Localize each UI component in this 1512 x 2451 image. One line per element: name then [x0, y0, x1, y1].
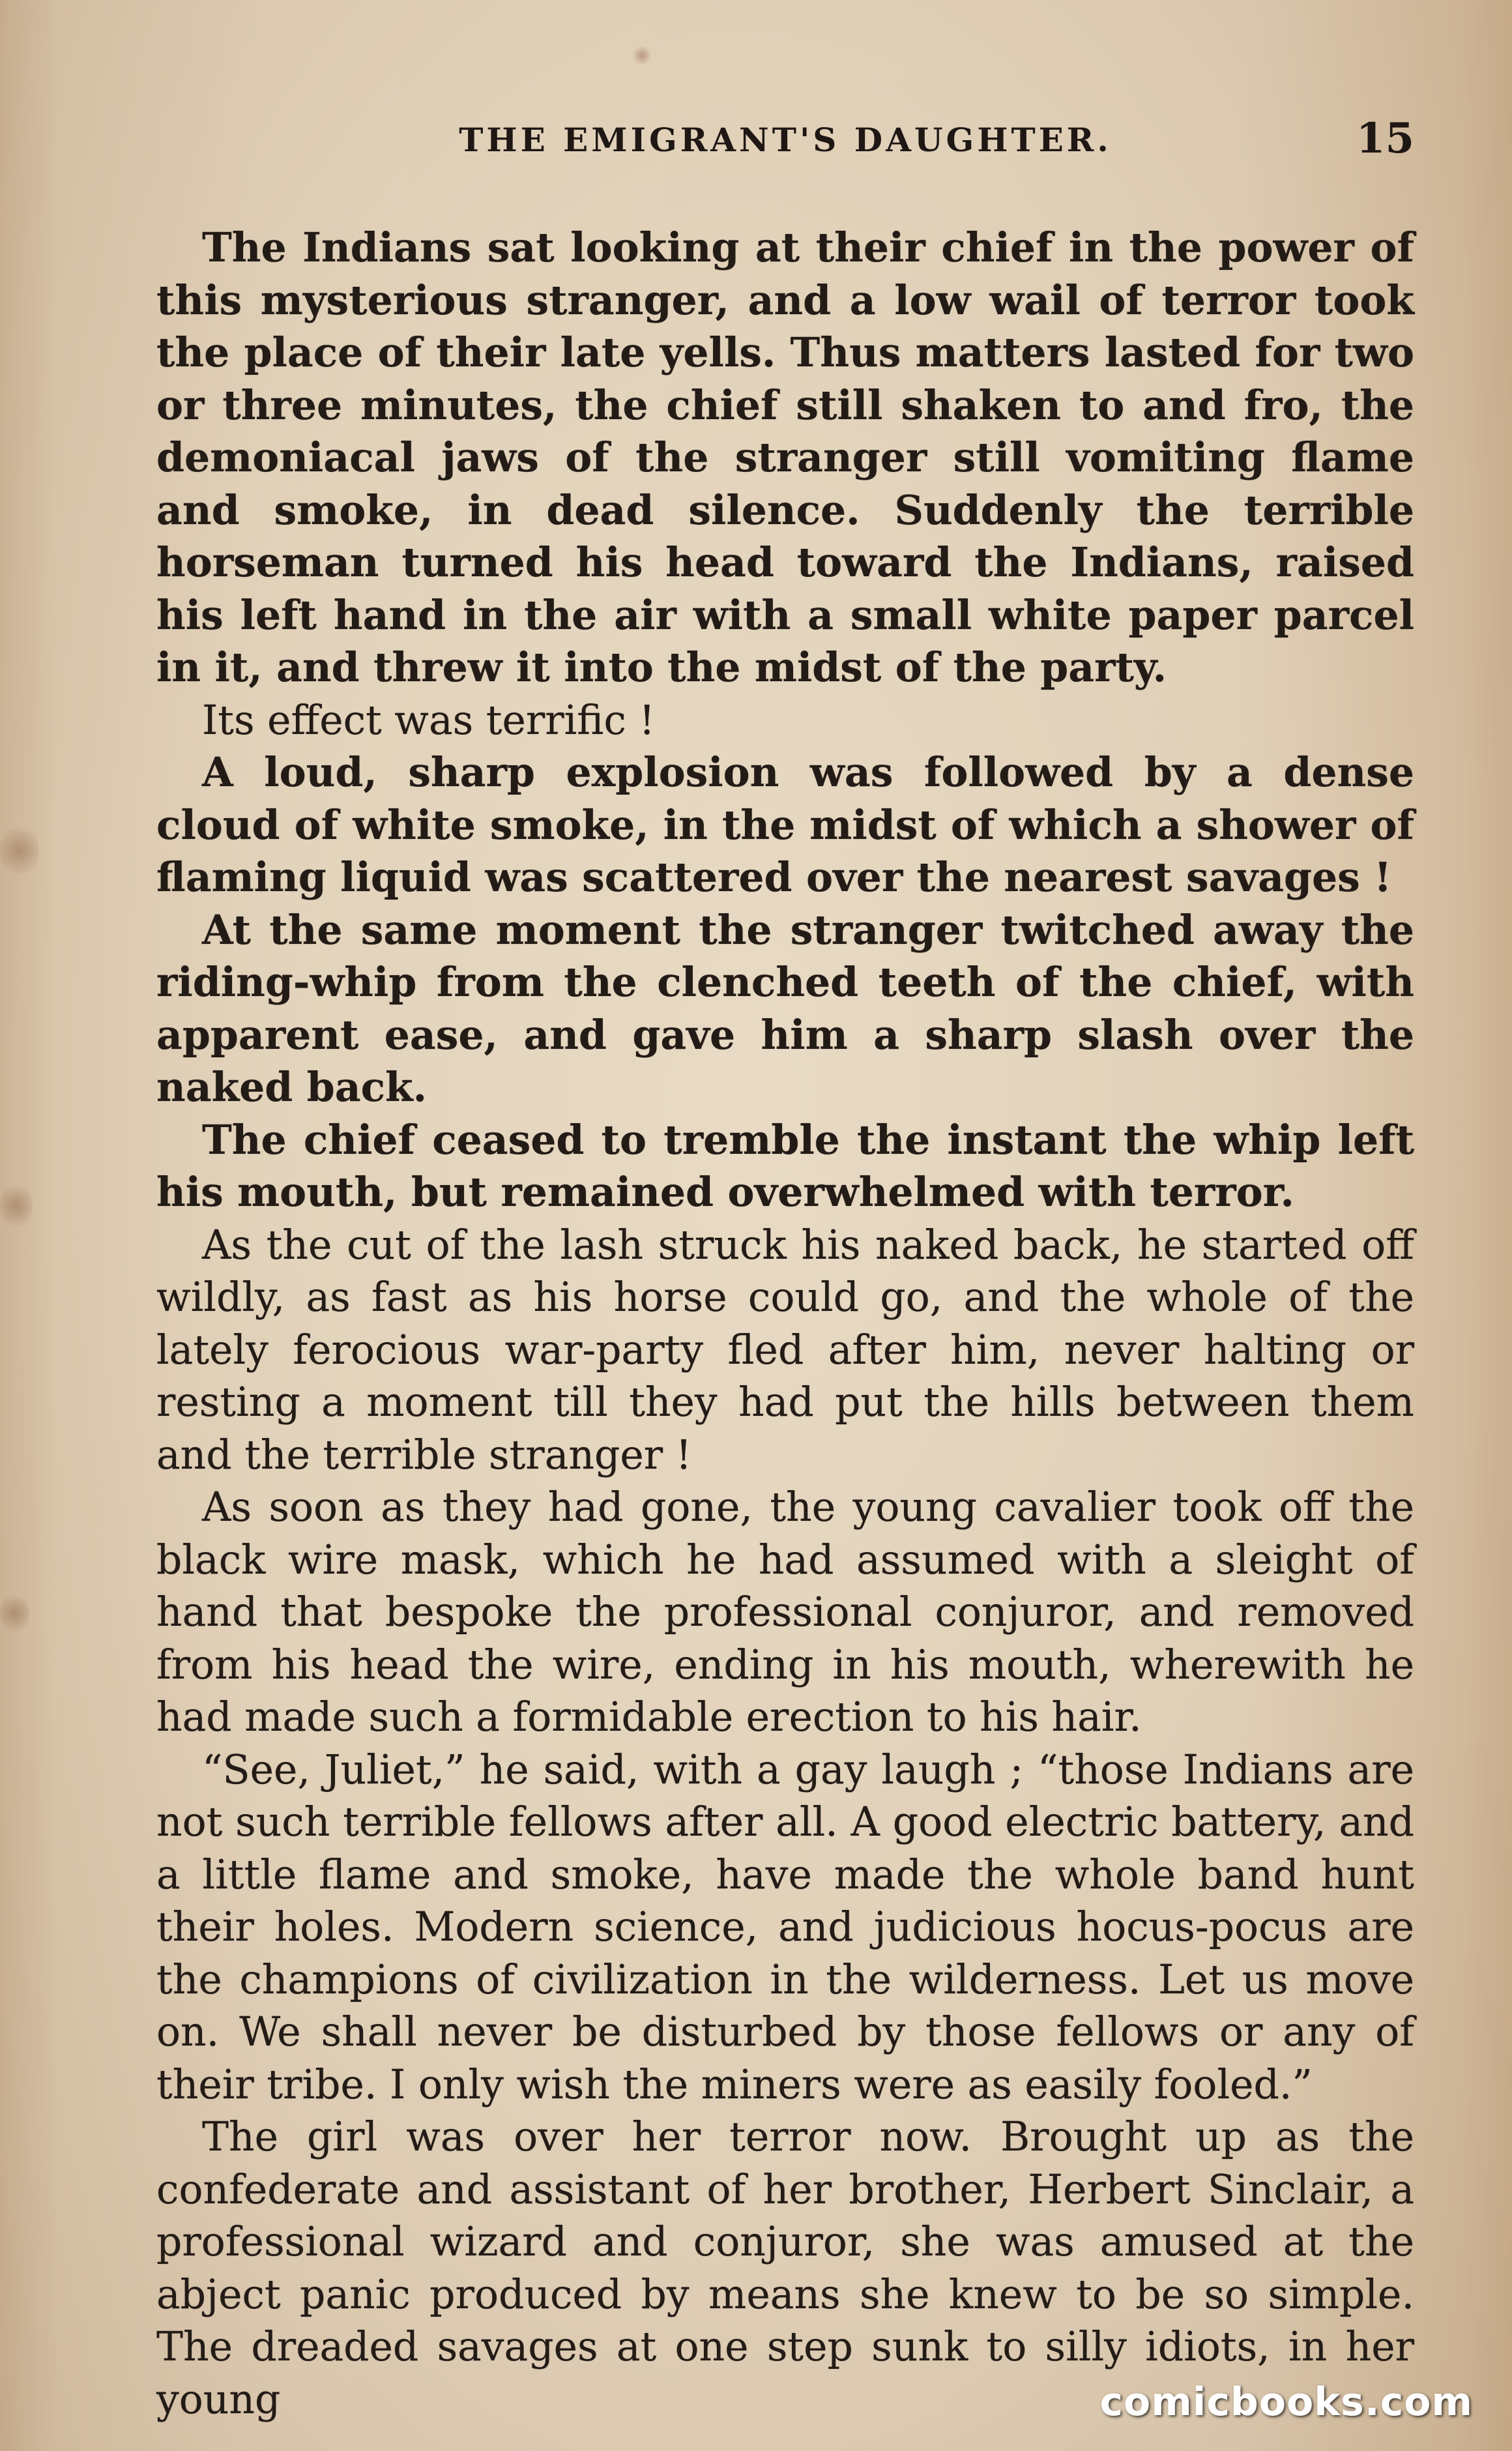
running-head: THE EMIGRANT'S DAUGHTER. — [459, 121, 1112, 159]
paragraph: The girl was over her terror now. Brought up as the confederate and assistant of her brother, Herbert Sinclair, a professional wizard and conjuror, she was amused at the abject panic produced by means she knew to be so simple. The dreaded savages at one step sunk to silly idiots, in her young — [156, 2113, 1414, 2423]
paragraph: A loud, sharp explosion was followed by a dense cloud of white smoke, in the midst of which a shower of flaming liquid was scattered over the nearest savages ! — [156, 748, 1414, 901]
page-stain — [632, 46, 652, 65]
paragraph: Its effect was terrific ! — [202, 696, 656, 744]
page-number: 15 — [1356, 114, 1414, 163]
paragraph: The Indians sat looking at their chief in the power of this mysterious stranger, and a low wail of terror took the place of their late yells. Thus matters lasted for two or three minutes, the chief still shaken to and fro, the demoniacal jaws of the stranger still vomiting flame and smoke, in dead silence. Suddenly the terrible horseman turned his head toward the Indians, raised his left hand in the air with a small white paper parcel in it, and threw it into the midst of the party. — [156, 224, 1414, 691]
paragraph: “See, Juliet,” he said, with a gay laugh ; “those Indians are not such terrible fellows after all. A good electric battery, and a little flame and smoke, have made the whole band hunt their holes. Modern science, and judicious hocus-pocus are the champions of civilization in the wilderness. Let us move on. We shall never be disturbed by those fellows or any of their tribe. I only wish the miners were as easily fooled.” — [156, 1746, 1414, 2108]
paragraph: As soon as they had gone, the young cavalier took off the black wire mask, which he had assumed with a sleight of hand that bespoke the professional conjuror, and removed from his head the wire, ending in his mouth, wherewith he had made such a formidable erection to his hair. — [156, 1484, 1414, 1740]
page-stain — [0, 1591, 29, 1636]
paragraph: The chief ceased to tremble the instant the whip left his mouth, but remained overwhelmed with terror. — [156, 1115, 1414, 1216]
paragraph: At the same moment the stranger twitched away the riding-whip from the clenched teeth of the chief, with apparent ease, and gave him a sharp slash over the naked back. — [156, 905, 1414, 1111]
page-header — [156, 114, 1414, 166]
paragraph: As the cut of the lash struck his naked back, he started off wildly, as fast as his horse could go, and the whole of the lately ferocious war-party fled after him, never halting or resting a moment till they had put the hills between them and the terrible stranger ! — [156, 1221, 1414, 1478]
page-stain — [0, 1180, 33, 1232]
body-text — [156, 222, 1414, 2426]
page-stain — [0, 821, 39, 880]
watermark: comicbooks.com — [1099, 2379, 1473, 2425]
